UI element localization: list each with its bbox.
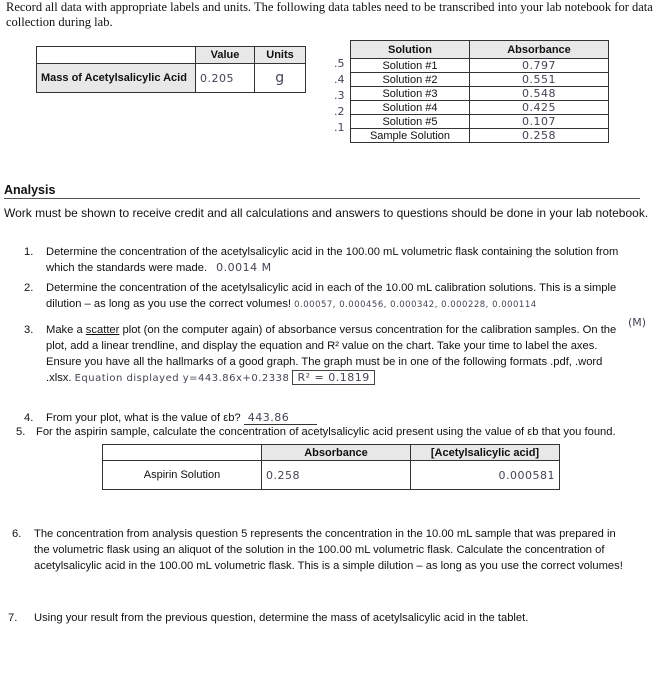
absorbance-value: 0.797 xyxy=(470,59,609,73)
margin-note: .5 xyxy=(334,57,345,70)
mass-value: 0.205 xyxy=(196,64,255,93)
table-row xyxy=(351,87,609,101)
question-4: 4. From your plot, what is the value of εb? 443.86 xyxy=(46,410,646,426)
mass-table xyxy=(36,46,306,93)
aspirin-header-conc: [Acetylsalicylic acid] xyxy=(411,445,560,461)
answer-4: 443.86 xyxy=(244,411,318,425)
mass-table-header-units: Units xyxy=(255,47,306,64)
solution-name: Solution #2 xyxy=(351,73,470,87)
analysis-heading: Analysis xyxy=(4,183,56,197)
question-3: 3. Make a scatter plot (on the computer again) of absorbance versus concentration for the calibration samples. On the plot, add a linear trendline, and display the equation and R² value on the chart. Take your time to label the axes. Ensure you have all the hallmarks of a good graph. The graph must be in one of the following formats .pdf, .word .xlsx. Equation displayed y=443.86x+0.2338 R² = 0.1819 xyxy=(24,324,617,384)
table-row xyxy=(351,101,609,115)
solution-name: Solution #4 xyxy=(351,101,470,115)
aspirin-row-label: Aspirin Solution xyxy=(103,461,262,490)
aspirin-conc: 0.000581 xyxy=(411,461,560,490)
question-1: 1. Determine the concentration of the acetylsalicylic acid in the 100.00 mL volumetric flask containing the solution from which the standards were made. 0.0014 M xyxy=(24,246,619,274)
margin-note: .1 xyxy=(334,121,345,134)
answer-3-r2: R² = 0.1819 xyxy=(292,370,374,385)
abs-header-absorbance: Absorbance xyxy=(470,41,609,59)
solution-name: Sample Solution xyxy=(351,129,470,143)
absorbance-table xyxy=(350,40,609,143)
question-2: 2. Determine the concentration of the acetylsalicylic acid in each of the 10.00 mL calibration solutions. This is a simple dilution – as long as you use the correct volumes! 0.00057, 0.000456, 0.000342, 0.000228, 0.000114 xyxy=(24,282,617,310)
mass-table-header-empty xyxy=(37,47,196,64)
solution-name: Solution #3 xyxy=(351,87,470,101)
abs-header-solution: Solution xyxy=(351,41,470,59)
absorbance-value: 0.258 xyxy=(470,129,609,143)
solution-name: Solution #5 xyxy=(351,115,470,129)
margin-note: .4 xyxy=(334,73,345,86)
answer-2: 0.00057, 0.000456, 0.000342, 0.000228, 0.000114 xyxy=(294,300,537,310)
absorbance-value: 0.107 xyxy=(470,115,609,129)
question-6: 6. The concentration from analysis question 5 represents the concentration in the 10.00 mL sample that was prepared in the volumetric flask using an aliquot of the solution in the 100.00 mL volumetric flask. Calculate the concentration of acetylsalicylic acid in the 100.00 mL volumetric flask. This is a simple dilution – as long as you use the correct volumes! xyxy=(12,528,623,572)
divider xyxy=(4,198,640,199)
table-row xyxy=(351,73,609,87)
margin-note: .2 xyxy=(334,105,345,118)
solution-name: Solution #1 xyxy=(351,59,470,73)
absorbance-value: 0.425 xyxy=(470,101,609,115)
question-7: 7. Using your result from the previous question, determine the mass of acetylsalicylic acid in the tablet. xyxy=(8,612,529,624)
aspirin-header-empty xyxy=(103,445,262,461)
answer-3-equation: Equation displayed y=443.86x+0.2338 xyxy=(74,373,290,384)
mass-table-header-value: Value xyxy=(196,47,255,64)
table-row xyxy=(351,115,609,129)
intro-text: Record all data with appropriate labels and units. The following data tables need to be transcribed into your lab notebook for data collection during lab. xyxy=(6,0,653,29)
aspirin-absorbance: 0.258 xyxy=(262,461,411,490)
table-row xyxy=(351,59,609,73)
work-note: Work must be shown to receive credit and all calculations and answers to questions should be done in your lab notebook. xyxy=(4,206,649,220)
mass-row-label: Mass of Acetylsalicylic Acid xyxy=(37,64,196,93)
aspirin-header-absorbance: Absorbance xyxy=(262,445,411,461)
mass-units: g xyxy=(255,64,306,93)
question-5: 5. For the aspirin sample, calculate the concentration of acetylsalicylic acid present using the value of εb that you found. xyxy=(16,426,616,438)
absorbance-value: 0.551 xyxy=(470,73,609,87)
margin-note: .3 xyxy=(334,89,345,102)
aspirin-table xyxy=(102,444,560,490)
answer-1: 0.0014 M xyxy=(216,261,272,274)
table-row xyxy=(351,129,609,143)
margin-note-m: (M) xyxy=(628,316,647,329)
absorbance-value: 0.548 xyxy=(470,87,609,101)
